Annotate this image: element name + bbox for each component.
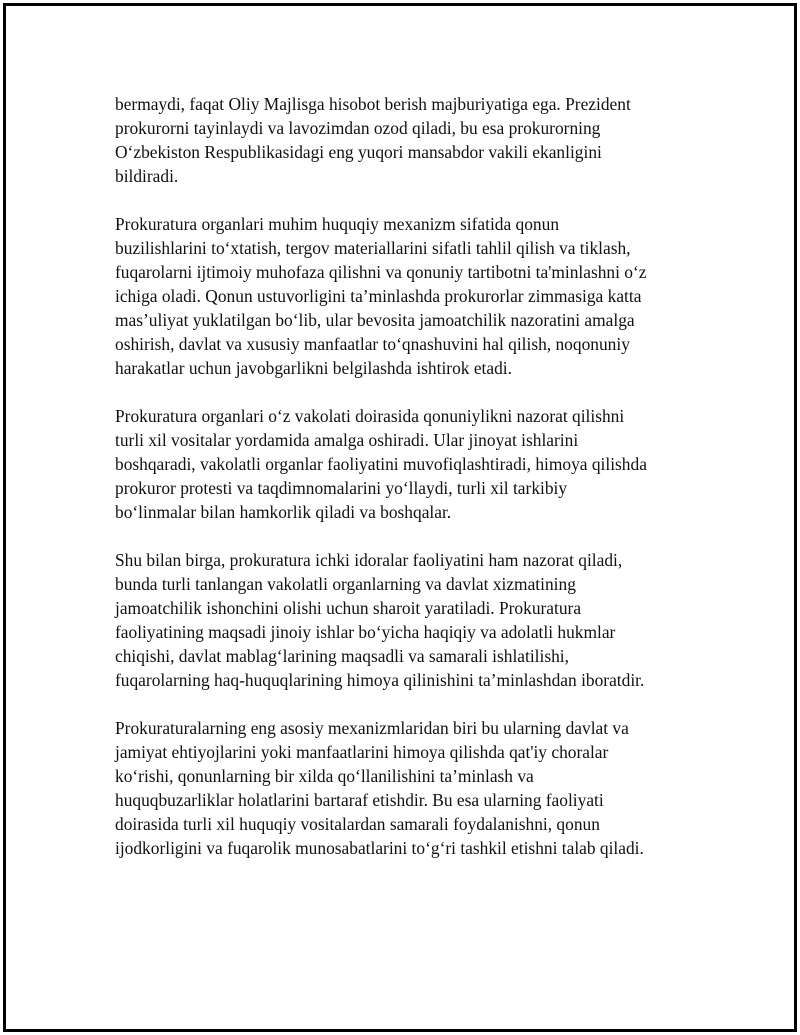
text-line: Shu bilan birga, prokuratura ichki idoralar faoliyatini ham nazorat qiladi, [115, 550, 623, 570]
paragraph [115, 212, 695, 380]
text-line: bunda turli tanlangan vakolatli organlarning va davlat xizmatining [115, 574, 576, 594]
text-line: Prokuratura organlari muhim huquqiy mexanizm sifatida qonun [115, 214, 560, 234]
text-line: harakatlar uchun javobgarlikni belgilashda ishtirok etadi. [115, 358, 512, 378]
text-line: huquqbuzarliklar holatlarini bartaraf etishdir. Bu esa ularning faoliyati [115, 790, 604, 810]
paragraph [115, 548, 695, 692]
text-line: fuqarolarning haq-huquqlarining himoya qilinishini ta’minlashdan iboratdir. [115, 670, 645, 690]
paragraph [115, 92, 695, 188]
paragraph [115, 716, 695, 860]
text-line: prokuror protesti va taqdimnomalarini yo‘llaydi, turli xil tarkibiy [115, 478, 568, 498]
text-line: jamiyat ehtiyojlarini yoki manfaatlarini himoya qilishda qat'iy choralar [115, 742, 609, 762]
text-line: bildiradi. [115, 166, 179, 186]
text-line: faoliyatining maqsadi jinoiy ishlar bo‘yicha haqiqiy va adolatli hukmlar [115, 622, 616, 642]
text-line: ijodkorligini va fuqarolik munosabatlarini to‘g‘ri tashkil etishni talab qiladi. [115, 838, 644, 858]
text-line: prokurorni tayinlaydi va lavozimdan ozod qiladi, bu esa prokurorning [115, 118, 601, 138]
text-line: turli xil vositalar yordamida amalga oshiradi. Ular jinoyat ishlarini [115, 430, 579, 450]
text-line: chiqishi, davlat mablag‘larining maqsadli va samarali ishlatilishi, [115, 646, 569, 666]
text-line: buzilishlarini to‘xtatish, tergov materiallarini sifatli tahlil qilish va tiklash, [115, 238, 631, 258]
text-line: O‘zbekiston Respublikasidagi eng yuqori mansabdor vakili ekanligini [115, 142, 602, 162]
text-line: bermaydi, faqat Oliy Majlisga hisobot berish majburiyatiga ega. Prezident [115, 94, 631, 114]
text-line: Prokuraturalarning eng asosiy mexanizmlaridan biri bu ularning davlat va [115, 718, 629, 738]
text-line: bo‘linmalar bilan hamkorlik qiladi va boshqalar. [115, 502, 452, 522]
text-line: boshqaradi, vakolatli organlar faoliyatini muvofiqlashtiradi, himoya qilishda [115, 454, 647, 474]
paragraph [115, 404, 695, 524]
document-body [115, 92, 695, 884]
text-line: fuqarolarni ijtimoiy muhofaza qilishni va qonuniy tartibotni ta'minlashni o‘z [115, 262, 647, 282]
text-line: Prokuratura organlari o‘z vakolati doirasida qonuniylikni nazorat qilishni [115, 406, 625, 426]
text-line: jamoatchilik ishonchini olishi uchun sharoit yaratiladi. Prokuratura [115, 598, 582, 618]
text-line: mas’uliyat yuklatilgan bo‘lib, ular bevosita jamoatchilik nazoratini amalga [115, 310, 635, 330]
text-line: doirasida turli xil huquqiy vositalardan samarali foydalanishni, qonun [115, 814, 600, 834]
text-line: ichiga oladi. Qonun ustuvorligini ta’minlashda prokurorlar zimmasiga katta [115, 286, 642, 306]
text-line: oshirish, davlat va xususiy manfaatlar to‘qnashuvini hal qilish, noqonuniy [115, 334, 630, 354]
text-line: ko‘rishi, qonunlarning bir xilda qo‘llanilishini ta’minlash va [115, 766, 534, 786]
